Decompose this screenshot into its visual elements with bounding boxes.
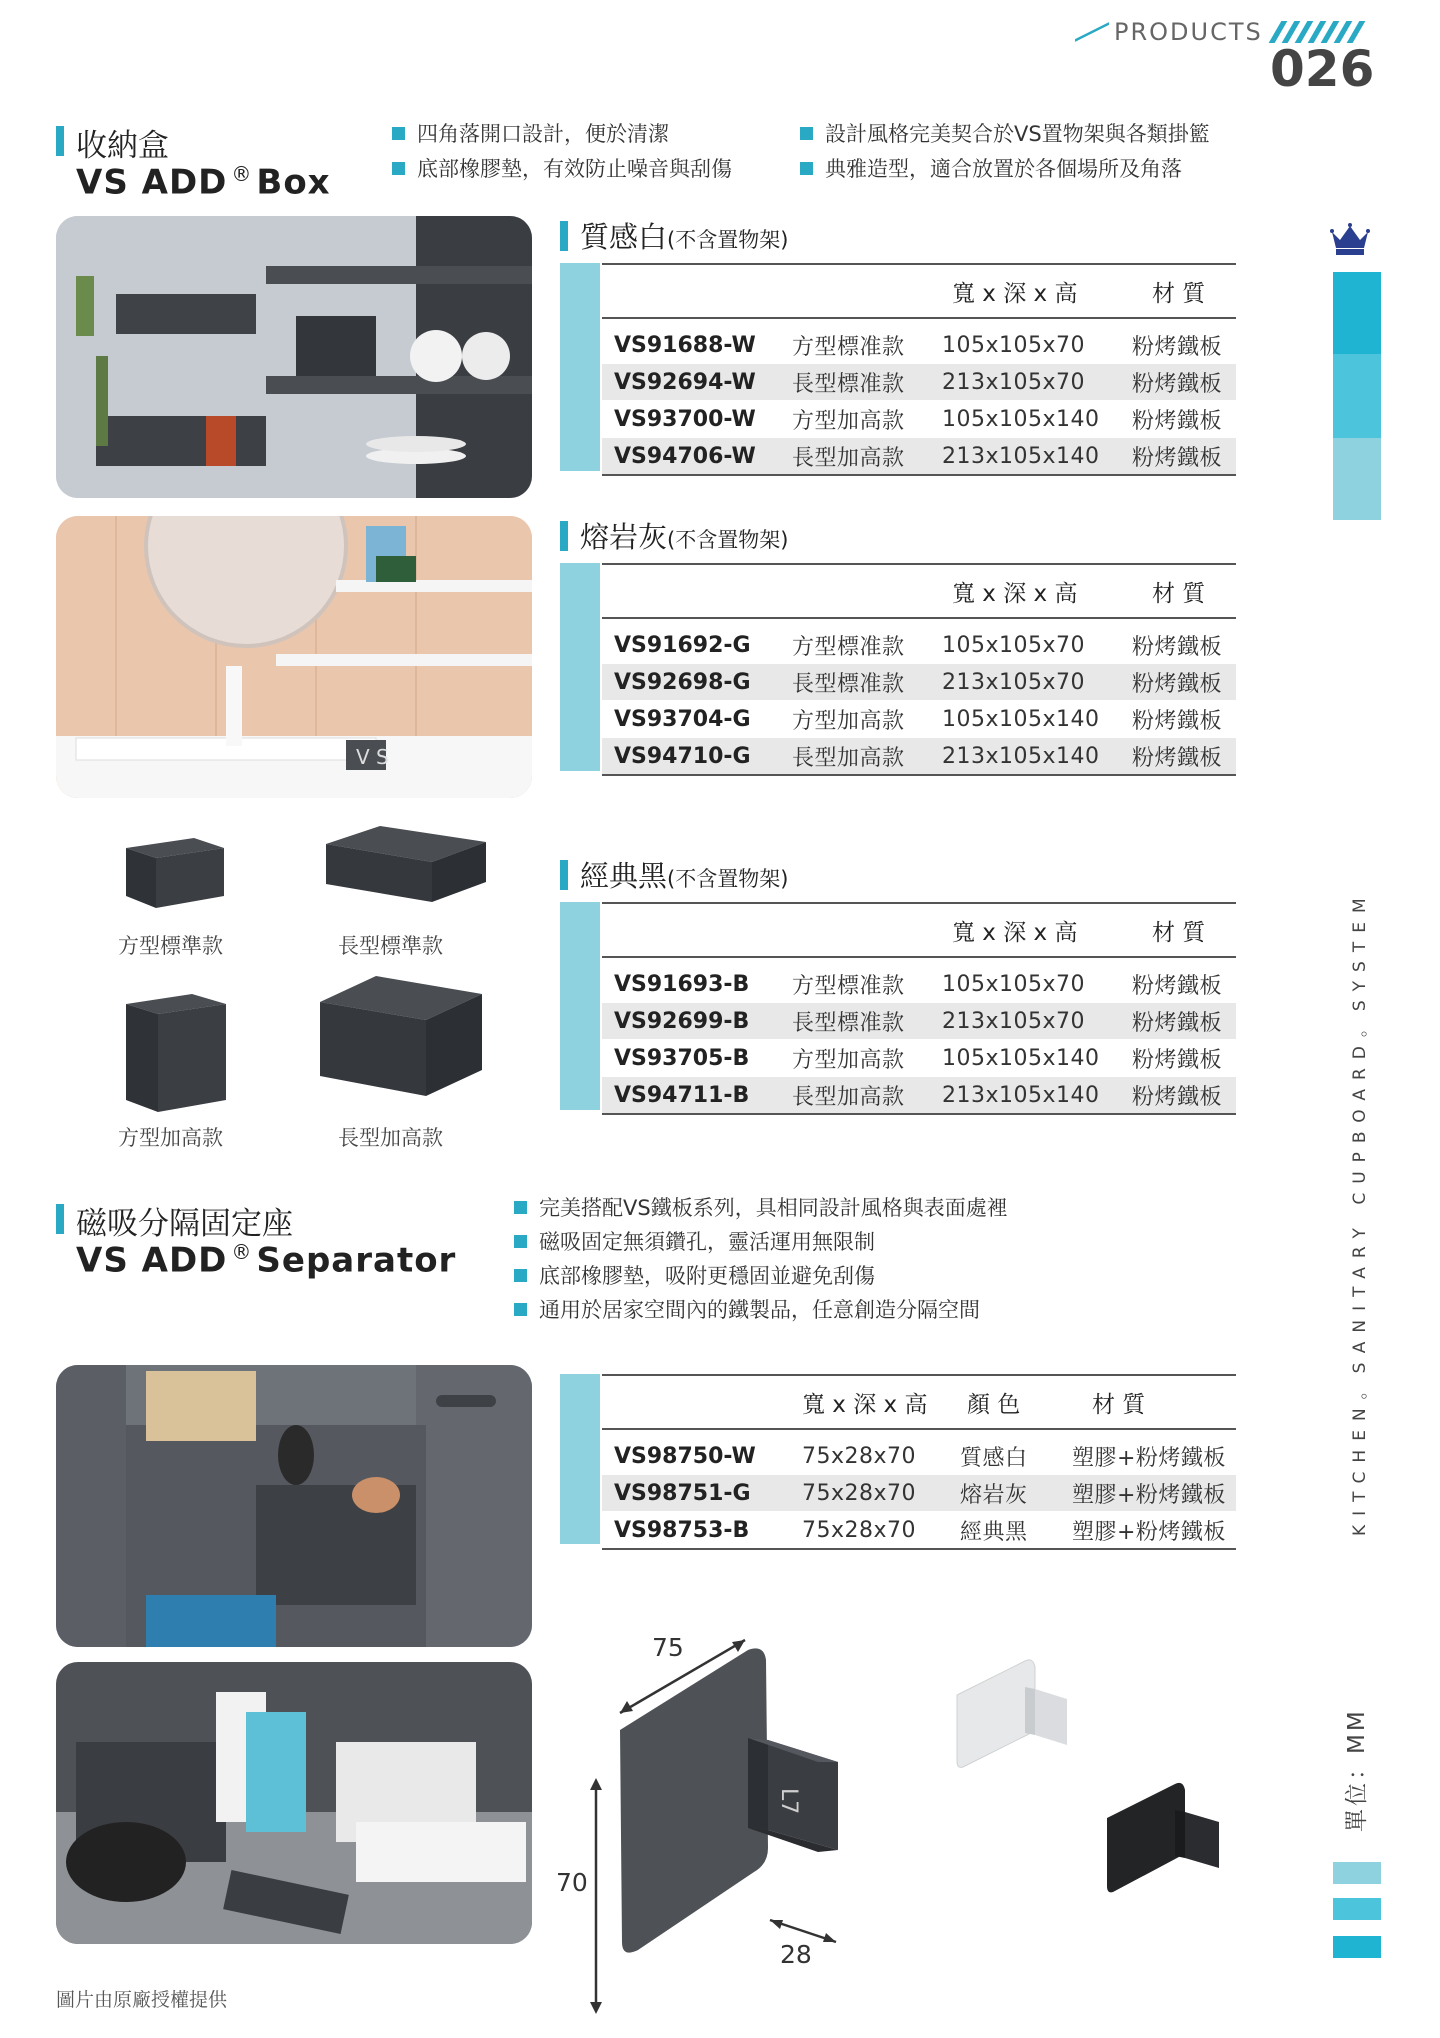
header-dimensions: 寬 x 深 x 高 bbox=[802, 1391, 928, 1418]
product-dimensions: 105x105x140 bbox=[942, 1045, 1100, 1071]
table-row bbox=[602, 738, 1236, 776]
page-number: 026 bbox=[1270, 40, 1375, 98]
side-color-block-2 bbox=[1333, 354, 1381, 438]
separator-feature-3: 底部橡膠墊，吸附更穩固並避免刮傷 bbox=[514, 1260, 875, 1290]
product-material: 塑膠+粉烤鐵板 bbox=[1072, 1445, 1226, 1471]
dimension-depth: 28 bbox=[780, 1940, 812, 1969]
table-header bbox=[602, 1374, 1236, 1430]
slash-decoration bbox=[1075, 22, 1109, 42]
product-material: 粉烤鐵板 bbox=[1132, 671, 1223, 697]
product-dimensions: 213x105x70 bbox=[942, 369, 1086, 395]
product-type: 長型加高款 bbox=[792, 745, 905, 771]
product-table bbox=[560, 859, 1236, 1112]
product-code: VS91688-W bbox=[614, 332, 756, 358]
header-dimensions: 寬 x 深 x 高 bbox=[952, 580, 1078, 607]
product-dimensions: 105x105x70 bbox=[942, 332, 1086, 358]
product-code: VS93700-W bbox=[614, 406, 756, 432]
height-arrow bbox=[590, 1778, 602, 2014]
box-feature-3: 底部橡膠墊，有效防止噪音與刮傷 bbox=[392, 153, 732, 183]
product-code: VS98751-G bbox=[614, 1480, 751, 1506]
product-dimensions: 213x105x140 bbox=[942, 1082, 1100, 1108]
separator-spec-table bbox=[560, 1374, 1236, 1544]
header-material: 材 質 bbox=[1152, 919, 1206, 946]
box-title-zh: 收納盒 bbox=[76, 128, 169, 164]
product-dimensions: 213x105x140 bbox=[942, 743, 1100, 769]
product-color: 熔岩灰 bbox=[960, 1482, 1028, 1508]
caption-long-tall: 長型加高款 bbox=[338, 1126, 443, 1150]
separator-dimension-drawing bbox=[600, 1620, 870, 2010]
table-row bbox=[602, 1040, 1236, 1076]
product-material: 粉烤鐵板 bbox=[1132, 1084, 1223, 1110]
cabinet-separator-photo bbox=[56, 1662, 532, 1944]
table-row bbox=[602, 1438, 1236, 1474]
product-type: 方型標准款 bbox=[792, 334, 905, 360]
table-header bbox=[602, 902, 1236, 958]
side-color-block-5 bbox=[1333, 1898, 1381, 1920]
side-vertical-text: KITCHEN。SANITARY CUPBOARD。SYSTEM bbox=[1350, 889, 1370, 1536]
product-type: 方型標准款 bbox=[792, 634, 905, 660]
product-material: 粉烤鐵板 bbox=[1132, 371, 1223, 397]
product-dimensions: 75x28x70 bbox=[802, 1517, 917, 1543]
kitchen-shelf-photo bbox=[56, 216, 532, 498]
product-code: VS92694-W bbox=[614, 369, 756, 395]
product-code: VS93704-G bbox=[614, 706, 751, 732]
product-dimensions: 75x28x70 bbox=[802, 1443, 917, 1469]
product-dimensions: 105x105x70 bbox=[942, 632, 1086, 658]
product-type: 方型加高款 bbox=[792, 1047, 905, 1073]
table-row bbox=[602, 1475, 1236, 1511]
table-row bbox=[602, 1512, 1236, 1550]
table-color-name: 經典黑(不含置物架) bbox=[580, 854, 788, 895]
product-type: 方型加高款 bbox=[792, 408, 905, 434]
product-type: 方型標准款 bbox=[792, 973, 905, 999]
product-table bbox=[560, 220, 1236, 473]
box-feature-2: 設計風格完美契合於VS置物架與各類掛籃 bbox=[800, 118, 1210, 148]
product-material: 粉烤鐵板 bbox=[1132, 1047, 1223, 1073]
product-type: 長型標准款 bbox=[792, 371, 905, 397]
header-material: 材 質 bbox=[1152, 580, 1206, 607]
product-code: VS92699-B bbox=[614, 1008, 750, 1034]
table-row bbox=[602, 327, 1236, 363]
separator-feature-4: 通用於居家空間內的鐵製品，任意創造分隔空間 bbox=[514, 1294, 980, 1324]
product-code: VS92698-G bbox=[614, 669, 751, 695]
product-code: VS94710-G bbox=[614, 743, 751, 769]
product-dimensions: 105x105x70 bbox=[942, 971, 1086, 997]
box-square-tall-image bbox=[122, 990, 230, 1112]
product-dimensions: 105x105x140 bbox=[942, 706, 1100, 732]
product-code: VS91692-G bbox=[614, 632, 751, 658]
table-row bbox=[602, 1003, 1236, 1039]
table-row bbox=[602, 966, 1236, 1002]
box-long-standard-image bbox=[320, 822, 490, 902]
unit-label: 單位：MM bbox=[1344, 1708, 1370, 1832]
separator-feature-1: 完美搭配VS鐵板系列，具相同設計風格與表面處裡 bbox=[514, 1192, 1008, 1222]
table-row bbox=[602, 701, 1236, 737]
section-label: PRODUCTS bbox=[1114, 18, 1263, 46]
product-dimensions: 213x105x70 bbox=[942, 669, 1086, 695]
table-header bbox=[602, 263, 1236, 319]
side-color-block-4 bbox=[1333, 1862, 1381, 1884]
dimension-width: 75 bbox=[652, 1633, 684, 1662]
separator-title-en: VS ADD ® Separator bbox=[76, 1240, 457, 1281]
table-row bbox=[602, 364, 1236, 400]
header-color: 顏 色 bbox=[967, 1391, 1021, 1418]
box-title-en: VS ADD ® Box bbox=[76, 162, 331, 203]
product-code: VS94706-W bbox=[614, 443, 756, 469]
product-type: 長型加高款 bbox=[792, 1084, 905, 1110]
box-feature-4: 典雅造型，適合放置於各個場所及角落 bbox=[800, 153, 1182, 183]
drawer-separator-photo bbox=[56, 1365, 532, 1647]
caption-long-standard: 長型標準款 bbox=[338, 934, 443, 958]
product-material: 塑膠+粉烤鐵板 bbox=[1072, 1519, 1226, 1545]
caption-square-standard: 方型標準款 bbox=[118, 934, 223, 958]
product-dimensions: 213x105x140 bbox=[942, 443, 1100, 469]
bathroom-shelf-photo bbox=[56, 516, 532, 798]
product-dimensions: 213x105x70 bbox=[942, 1008, 1086, 1034]
product-material: 粉烤鐵板 bbox=[1132, 408, 1223, 434]
photo-credit: 圖片由原廠授權提供 bbox=[56, 1989, 228, 2011]
header-material: 材 質 bbox=[1092, 1391, 1146, 1418]
table-row bbox=[602, 438, 1236, 476]
table-accent-bar bbox=[560, 1374, 600, 1544]
header-dimensions: 寬 x 深 x 高 bbox=[952, 919, 1078, 946]
product-table bbox=[560, 520, 1236, 773]
box-square-standard-image bbox=[120, 830, 230, 910]
separator-feature-2: 磁吸固定無須鑽孔，靈活運用無限制 bbox=[514, 1226, 875, 1256]
box-long-tall-image bbox=[316, 972, 486, 1096]
product-code: VS98753-B bbox=[614, 1517, 750, 1543]
crown-logo bbox=[1330, 222, 1370, 258]
table-row bbox=[602, 401, 1236, 437]
side-color-block-1 bbox=[1333, 272, 1381, 354]
product-code: VS98750-W bbox=[614, 1443, 756, 1469]
table-accent-bar bbox=[560, 902, 600, 1110]
product-material: 粉烤鐵板 bbox=[1132, 973, 1223, 999]
product-material: 粉烤鐵板 bbox=[1132, 334, 1223, 360]
product-material: 粉烤鐵板 bbox=[1132, 634, 1223, 660]
table-row bbox=[602, 664, 1236, 700]
product-color: 經典黑 bbox=[960, 1519, 1028, 1545]
product-type: 方型加高款 bbox=[792, 708, 905, 734]
product-material: 粉烤鐵板 bbox=[1132, 1010, 1223, 1036]
side-color-block-3 bbox=[1333, 438, 1381, 520]
product-dimensions: 75x28x70 bbox=[802, 1480, 917, 1506]
header-material: 材 質 bbox=[1152, 280, 1206, 307]
product-material: 粉烤鐵板 bbox=[1132, 445, 1223, 471]
product-color: 質感白 bbox=[960, 1445, 1028, 1471]
product-code: VS91693-B bbox=[614, 971, 750, 997]
header-dimensions: 寬 x 深 x 高 bbox=[952, 280, 1078, 307]
caption-square-tall: 方型加高款 bbox=[118, 1126, 223, 1150]
table-row bbox=[602, 1077, 1236, 1115]
dimension-height: 70 bbox=[556, 1868, 588, 1897]
table-row bbox=[602, 627, 1236, 663]
product-material: 塑膠+粉烤鐵板 bbox=[1072, 1482, 1226, 1508]
separator-title-zh: 磁吸分隔固定座 bbox=[76, 1206, 293, 1242]
separator-black-image bbox=[1105, 1778, 1225, 1898]
product-material: 粉烤鐵板 bbox=[1132, 745, 1223, 771]
table-color-name: 熔岩灰(不含置物架) bbox=[580, 515, 788, 556]
table-accent-bar bbox=[560, 263, 600, 471]
side-color-block-6 bbox=[1333, 1936, 1381, 1958]
separator-white-image bbox=[955, 1655, 1075, 1775]
table-accent-bar bbox=[560, 563, 600, 771]
product-code: VS94711-B bbox=[614, 1082, 750, 1108]
product-type: 長型標准款 bbox=[792, 671, 905, 697]
svg-text:L7: L7 bbox=[776, 1788, 801, 1815]
table-header bbox=[602, 563, 1236, 619]
product-type: 長型加高款 bbox=[792, 445, 905, 471]
product-type: 長型標准款 bbox=[792, 1010, 905, 1036]
product-dimensions: 105x105x140 bbox=[942, 406, 1100, 432]
product-code: VS93705-B bbox=[614, 1045, 750, 1071]
table-color-name: 質感白(不含置物架) bbox=[580, 215, 788, 256]
box-feature-1: 四角落開口設計，便於清潔 bbox=[392, 118, 669, 148]
product-material: 粉烤鐵板 bbox=[1132, 708, 1223, 734]
svg-text:V S: V S bbox=[356, 745, 389, 769]
